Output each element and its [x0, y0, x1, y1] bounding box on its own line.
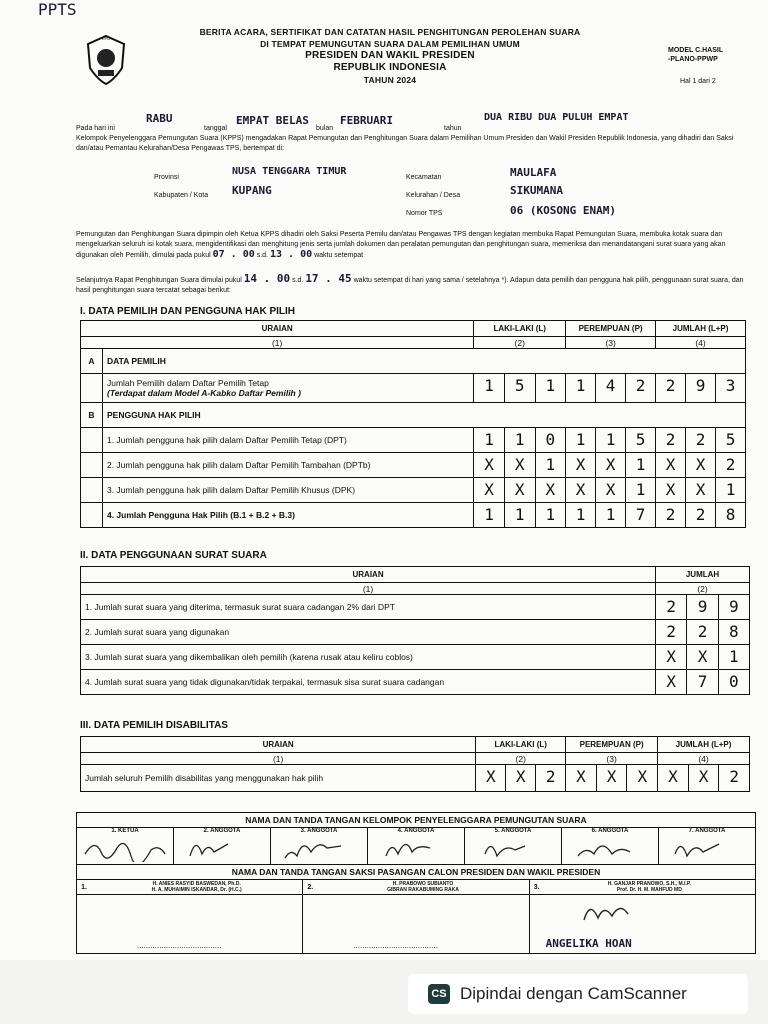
- kecamatan-value: MAULAFA: [510, 166, 557, 179]
- handwritten-digit: 2: [666, 597, 677, 616]
- title-line-2: DI TEMPAT PEMUNGUTAN SUARA DALAM PEMILIHAN UMUM: [260, 39, 520, 49]
- handwritten-digit: 1: [715, 478, 745, 502]
- tanggal-value: EMPAT BELAS: [236, 114, 309, 127]
- kelurahan-label: Kelurahan / Desa: [406, 192, 461, 199]
- signature-ketua: [81, 834, 167, 862]
- handwritten-digit: 1: [484, 430, 494, 449]
- handwritten-digit: X: [666, 647, 677, 666]
- handwritten-digit: X: [484, 455, 494, 474]
- count-end-time: 17 . 45: [305, 272, 352, 285]
- handwritten-digit: X: [485, 767, 496, 786]
- handwritten-digit: X: [504, 453, 535, 477]
- handwritten-digit: 1: [575, 376, 586, 395]
- handwritten-digit: X: [575, 480, 586, 499]
- tanggal-label: tanggal: [204, 125, 227, 132]
- handwritten-digit: 1: [484, 505, 494, 524]
- procedure-text: Pemungutan dan Penghitungan Suara dipimpin oleh Ketua KPPS dihadiri oleh Saksi Peserta Pemilu dan/atau Pengawas TPS dengan kegiatan membuka Rapat Pemungutan Suara, membuka kotak suara dan mengeluarkan seluruh isi kotak suara, mengidentifikasi dan menghitung jenis serta jumlah dokumen dan peralatan pemungutan dan penghitungan suara, memeriksa dan menandatangani surat suara yang akan digunakan oleh Pemilih, dimulai pada pukul 07 . 00 s.d. 13 . 00 waktu setempat: [76, 231, 726, 260]
- section-3-title: III. DATA PEMILIH DISABILITAS: [80, 720, 228, 731]
- handwritten-digit: 1: [575, 505, 586, 524]
- tahun-label: tahun: [444, 125, 462, 132]
- handwritten-digit: X: [596, 765, 627, 791]
- handwritten-digit: X: [686, 645, 717, 669]
- handwritten-digit: 7: [625, 503, 655, 527]
- handwritten-digit: 1: [535, 453, 566, 477]
- camscanner-text: Dipindai dengan CamScanner: [460, 984, 687, 1003]
- document-title: [150, 26, 630, 86]
- handwritten-digit: 1: [504, 503, 535, 527]
- title-line-1: BERITA ACARA, SERTIFIKAT DAN CATATAN HASIL PENGHITUNGAN PEROLEHAN SUARA: [199, 27, 581, 37]
- table-row: Jumlah Pemilih dalam Daftar Pemilih Tetap (Terdapat dalam Model A-Kabko Daftar Pemilih ) 1 5 1 1 4 2 2 9 3: [81, 374, 746, 403]
- kabupaten-label: Kabupaten / Kota: [154, 192, 209, 199]
- end-time: 13 . 00: [269, 249, 313, 260]
- saksi-3-name: ANGELIKA HOAN: [545, 937, 632, 950]
- table-row: 1. Jumlah pengguna hak pilih dalam Daftar Pemilih Tetap (DPT) 1 1 0 1 1 5 2 2 5: [81, 428, 746, 453]
- tps-value: 06 (KOSONG ENAM): [510, 204, 616, 217]
- handwritten-digit: 9: [686, 595, 717, 619]
- handwritten-digit: 9: [685, 374, 715, 402]
- kpu-logo: [84, 32, 128, 90]
- table-row: 2. Jumlah surat suara yang digunakan 2 2 8: [81, 620, 750, 645]
- handwritten-digit: 2: [665, 505, 676, 524]
- signature-anggota-2: [184, 834, 254, 862]
- handwritten-digit: 2: [535, 765, 565, 791]
- start-time: 07 . 00: [212, 249, 255, 260]
- handwritten-digit: X: [484, 480, 494, 499]
- handwritten-digit: 3: [715, 374, 745, 402]
- handwritten-digit: X: [595, 453, 625, 477]
- title-line-4: REPUBLIK INDONESIA: [333, 62, 447, 73]
- kabupaten-value: KUPANG: [232, 184, 272, 197]
- table-row: 2. Jumlah pengguna hak pilih dalam Daftar Pemilih Tambahan (DPTb) X X 1 X X 1 X X 2: [81, 453, 746, 478]
- section-3-table: URAIAN LAKI-LAKI (L) PEREMPUAN (P) JUMLAH (L+P) (1) (2) (3) (4) Jumlah seluruh Pemilih disabilitas yang menggunakan hak pilih X X 2 X X X X X 2: [80, 736, 750, 792]
- handwritten-digit: 5: [715, 428, 745, 452]
- handwritten-digit: 2: [665, 430, 676, 449]
- handwritten-digit: 1: [535, 503, 566, 527]
- section-1-table: URAIAN LAKI-LAKI (L) PEREMPUAN (P) JUMLAH (L+P) (1) (2) (3) (4) A DATA PEMILIH Jumlah Pemilih dalam Daftar Pemilih Tetap (Terdapat dalam Model A-Kabko Daftar Pemilih ) 1 5 1 1 4 2 2 9 3 B PENGGUNA HAK PILIH 1. Jumlah pengguna hak pilih dalam Daftar Pemilih Tetap (DPT) 1 1 0 1 1 5 2 2 5 2. Jumlah pengguna hak pilih dalam Daftar Pemilih Tambahan (DPTb) X X 1 X X 1 X X 2 3. Jumlah pengguna hak pilih dalam Daftar Pemilih Khusus (DPK) X X X X X 1 X X 1 4. Jumlah Pengguna Hak Pilih (B.1 + B.2 + B.3) 1 1 1 1 1 7 2 2 8: [80, 320, 746, 528]
- section-2-table: URAIAN JUMLAH (1) (2) 1. Jumlah surat suara yang diterima, termasuk surat suara cadangan 2% dari DPT 2 9 9 2. Jumlah surat suara yang digunakan 2 2 8 3. Jumlah surat suara yang dikembalikan oleh pemilih (karena rusak atau keliru coblos) X X 1 4. Jumlah surat suara yang tidak digunakan/tidak terpakai, termasuk sisa surat suara cadangan X 7 0: [80, 566, 750, 695]
- tps-label: Nomor TPS: [406, 210, 443, 217]
- handwritten-digit: 2: [666, 622, 677, 641]
- camscanner-watermark: [408, 974, 748, 1014]
- handwritten-note: PPTS: [38, 0, 77, 19]
- handwritten-digit: 1: [484, 376, 494, 395]
- title-line-5: TAHUN 2024: [363, 75, 417, 85]
- handwritten-digit: 1: [625, 478, 655, 502]
- table-row: 4. Jumlah Pengguna Hak Pilih (B.1 + B.2 + B.3) 1 1 1 1 1 7 2 2 8: [81, 503, 746, 528]
- handwritten-digit: X: [666, 672, 677, 691]
- handwritten-digit: X: [685, 478, 715, 502]
- section-2-title: II. DATA PENGGUNAAN SURAT SUARA: [80, 550, 267, 561]
- handwritten-digit: 9: [718, 595, 749, 619]
- handwritten-digit: 1: [595, 428, 625, 452]
- handwritten-digit: 1: [575, 430, 586, 449]
- handwritten-digit: 2: [625, 374, 655, 402]
- count-text: Selanjutnya Rapat Penghitungan Suara dimulai pukul 14 . 00 s.d. 17 . 45 waktu setempat di hari yang sama / setelahnya *). Adapun data pemilih dan pengguna hak pilih, penggunaan surat suara, dan hasil penghitungan suara tercatat sebagai berikut:: [76, 272, 744, 294]
- handwritten-digit: X: [576, 767, 586, 786]
- bulan-value: FEBRUARI: [340, 114, 393, 127]
- provinsi-label: Provinsi: [154, 174, 179, 181]
- handwritten-digit: 1: [718, 645, 749, 669]
- handwritten-digit: 5: [625, 428, 655, 452]
- handwritten-digit: 5: [504, 374, 535, 402]
- signature-saksi-3: [578, 898, 638, 928]
- handwritten-digit: 2: [665, 376, 676, 395]
- table-row: Jumlah seluruh Pemilih disabilitas yang menggunakan hak pilih X X 2 X X X X X 2: [81, 765, 750, 792]
- table-row: 1. Jumlah surat suara yang diterima, termasuk surat suara cadangan 2% dari DPT 2 9 9: [81, 595, 750, 620]
- signature-anggota-4: [378, 834, 448, 862]
- handwritten-digit: 1: [625, 453, 655, 477]
- handwritten-digit: 8: [718, 620, 749, 644]
- pada-hari-label: Pada hari ini: [76, 125, 115, 132]
- handwritten-digit: 1: [535, 374, 566, 402]
- handwritten-digit: X: [668, 767, 678, 786]
- tahun-value: DUA RIBU DUA PULUH EMPAT: [484, 112, 629, 123]
- handwritten-digit: 2: [715, 453, 745, 477]
- handwritten-digit: X: [504, 478, 535, 502]
- handwritten-digit: X: [575, 455, 586, 474]
- handwritten-digit: 4: [595, 374, 625, 402]
- signature-anggota-7: [669, 834, 739, 862]
- section-1-title: I. DATA PEMILIH DAN PENGGUNA HAK PILIH: [80, 306, 295, 317]
- kelurahan-value: SIKUMANA: [510, 184, 563, 197]
- handwritten-digit: X: [688, 765, 719, 791]
- handwritten-digit: 0: [535, 428, 566, 452]
- svg-text:KPU: KPU: [101, 36, 111, 41]
- handwritten-digit: X: [626, 765, 657, 791]
- title-line-3: PRESIDEN DAN WAKIL PRESIDEN: [305, 50, 475, 61]
- table-row: 4. Jumlah surat suara yang tidak digunakan/tidak terpakai, termasuk sisa surat suara cadangan X 7 0: [81, 670, 750, 695]
- handwritten-digit: X: [535, 478, 566, 502]
- signature-anggota-5: [475, 834, 545, 862]
- kpps-signature-title: NAMA DAN TANDA TANGAN KELOMPOK PENYELENGGARA PEMUNGUTAN SUARA: [77, 813, 755, 828]
- hari-value: RABU: [146, 112, 173, 125]
- handwritten-digit: X: [505, 765, 535, 791]
- saksi-signature-title: NAMA DAN TANDA TANGAN SAKSI PASANGAN CALON PRESIDEN DAN WAKIL PRESIDEN: [77, 865, 755, 880]
- kpps-signature-row: 1. KETUA 2. ANGGOTA 3. ANGGOTA 4. ANGGOTA 5. ANGGOTA 6. ANGGOTA 7. ANGGOTA: [77, 828, 755, 865]
- handwritten-digit: 2: [685, 428, 715, 452]
- handwritten-digit: 2: [718, 765, 749, 791]
- table-row: 3. Jumlah pengguna hak pilih dalam Daftar Pemilih Khusus (DPK) X X X X X 1 X X 1: [81, 478, 746, 503]
- handwritten-digit: X: [685, 453, 715, 477]
- count-start-time: 14 . 00: [243, 272, 291, 285]
- handwritten-digit: X: [665, 480, 676, 499]
- camscanner-icon: CS: [428, 984, 450, 1004]
- kecamatan-label: Kecamatan: [406, 174, 442, 181]
- bulan-label: bulan: [316, 125, 334, 132]
- handwritten-digit: 7: [686, 670, 717, 694]
- intro-text: Kelompok Penyelenggara Pemungutan Suara (KPPS) mengadakan Rapat Pemungutan dan Penghitungan Suara dalam Pemilihan Umum Presiden dan Wakil Presiden Republik Indonesia, yang dihadiri dan Saksi dan/atau Pemantau Kelurahan/Desa Pengawas TPS, bertempat di:: [76, 135, 734, 152]
- signature-anggota-6: [572, 834, 642, 862]
- handwritten-digit: 8: [715, 503, 745, 527]
- saksi-signature-row: 1. H. ANIES RASYID BASWEDAN, Ph.D. H. A. MUHAIMIN ISKANDAR, Dr. (H.C.) ...................................... 2. H. PRABOWO SUBIANTO GIBRAN RAKABUMING RAKA ...................................... 3. H. GANJAR PRANOWO, S.H., M.I.P. Prof. Dr. H. M. MAHFUD MD ANGELIKA HOAN: [77, 880, 755, 954]
- model-code: MODEL C.HASIL -PLANO-PPWP: [668, 47, 724, 63]
- handwritten-digit: X: [595, 478, 625, 502]
- signature-anggota-3: [281, 834, 351, 862]
- handwritten-digit: 2: [686, 620, 717, 644]
- table-row: 3. Jumlah surat suara yang dikembalikan oleh pemilih (karena rusak atau keliru coblos) X X 1: [81, 645, 750, 670]
- signature-block: [76, 812, 756, 954]
- handwritten-digit: 0: [718, 670, 749, 694]
- handwritten-digit: 1: [595, 503, 625, 527]
- page-number: Hal 1 dari 2: [680, 78, 716, 85]
- handwritten-digit: 1: [504, 428, 535, 452]
- handwritten-digit: 2: [685, 503, 715, 527]
- handwritten-digit: X: [665, 455, 676, 474]
- provinsi-value: NUSA TENGGARA TIMUR: [232, 166, 347, 177]
